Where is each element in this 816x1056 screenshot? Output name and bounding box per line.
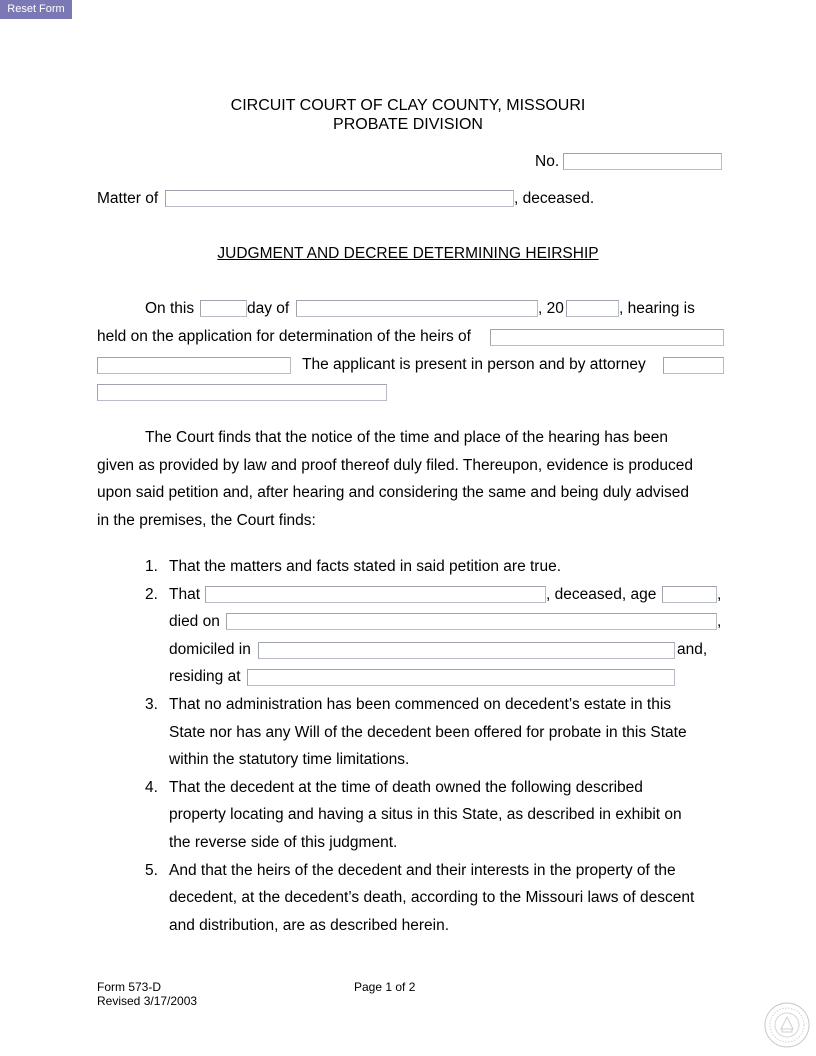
deceased-age-label: , deceased, age (546, 586, 657, 603)
died-on-field[interactable] (226, 613, 717, 630)
hearing-is-label: , hearing is (619, 300, 695, 317)
attorney-field[interactable] (663, 357, 724, 374)
age-input[interactable] (663, 588, 716, 603)
domiciled-in-label: domiciled in (169, 641, 251, 658)
died-on-input[interactable] (227, 615, 716, 630)
decedent-name-field[interactable] (165, 190, 514, 207)
domiciled-in-input[interactable] (259, 644, 674, 659)
finding-2-that-label: That (169, 586, 201, 603)
finding-4-line-1: That the decedent at the time of death owned the following described (169, 779, 643, 796)
form-number: Form 573-D (97, 980, 162, 994)
case-number-field[interactable] (563, 153, 722, 170)
applicant-present-label: The applicant is present in person and by attorney (302, 356, 646, 373)
court-finds-line-1: The Court finds that the notice of the time and place of the hearing has been (145, 429, 669, 446)
day-field[interactable] (200, 300, 247, 317)
day-input[interactable] (201, 302, 246, 317)
heirs-of-field[interactable] (490, 329, 724, 346)
that-name-field[interactable] (205, 586, 546, 603)
residing-at-label: residing at (169, 668, 241, 685)
court-finds-line-4: in the premises, the Court finds: (97, 512, 316, 529)
year-prefix-label: , 20 (538, 300, 564, 317)
died-on-comma: , (717, 613, 722, 630)
year-field[interactable] (566, 300, 619, 317)
finding-4-line-2: property locating and having a situs in this State, as described in exhibit on (169, 806, 682, 823)
month-input[interactable] (297, 302, 537, 317)
that-name-input[interactable] (206, 588, 545, 603)
month-field[interactable] (296, 300, 538, 317)
finding-5-number: 5. (145, 862, 158, 879)
domiciled-in-field[interactable] (258, 642, 675, 659)
decedent-name-input[interactable] (166, 192, 513, 207)
finding-2-number: 2. (145, 586, 158, 603)
heirs-of-input[interactable] (491, 331, 723, 346)
residing-at-field[interactable] (247, 669, 675, 686)
reset-form-button[interactable]: Reset Form (0, 0, 72, 19)
age-field[interactable] (662, 586, 717, 603)
document-title: JUDGMENT AND DECREE DETERMINING HEIRSHIP (217, 245, 599, 262)
finding-3-line-2: State nor has any Will of the decedent been offered for probate in this State (169, 724, 687, 741)
court-seal-icon (764, 1002, 810, 1048)
attorney-continued-input[interactable] (98, 386, 386, 401)
finding-5-line-2: decedent, at the decedent’s death, according to the Missouri laws of descent (169, 889, 695, 906)
finding-3-number: 3. (145, 696, 158, 713)
attorney-input[interactable] (664, 359, 723, 374)
and-label: and, (677, 641, 708, 658)
day-of-label: day of (247, 300, 290, 317)
finding-4-line-3: the reverse side of this judgment. (169, 834, 398, 851)
finding-3-line-3: within the statutory time limitations. (169, 751, 410, 768)
page-number: Page 1 of 2 (354, 980, 416, 994)
died-on-label: died on (169, 613, 220, 630)
finding-1-number: 1. (145, 558, 158, 575)
matter-of-label: Matter of (97, 190, 159, 207)
finding-4-number: 4. (145, 779, 158, 796)
heirs-of-label: held on the application for determination of the heirs of (97, 328, 471, 345)
finding-5-line-3: and distribution, are as described herein. (169, 917, 450, 934)
case-number-input[interactable] (564, 155, 721, 170)
finding-3-line-1: That no administration has been commenced on decedent’s estate in this (169, 696, 672, 713)
case-number-label: No. (535, 153, 560, 170)
deceased-label: , deceased. (514, 190, 595, 207)
attorney-continued-field[interactable] (97, 384, 387, 401)
age-comma: , (717, 586, 722, 603)
court-name: CIRCUIT COURT OF CLAY COUNTY, MISSOURI (230, 97, 586, 114)
heirs-of-continued-field[interactable] (97, 357, 291, 374)
residing-at-input[interactable] (248, 671, 674, 686)
division-name: PROBATE DIVISION (333, 116, 483, 133)
revision-date: Revised 3/17/2003 (97, 994, 198, 1008)
finding-5-line-1: And that the heirs of the decedent and their interests in the property of the (169, 862, 676, 879)
finding-1-text: That the matters and facts stated in said petition are true. (169, 558, 562, 575)
on-this-label: On this (145, 300, 195, 317)
court-finds-line-3: upon said petition and, after hearing and considering the same and being duly advised (97, 484, 689, 501)
year-input[interactable] (567, 302, 618, 317)
court-finds-line-2: given as provided by law and proof thereof duly filed. Thereupon, evidence is produced (97, 457, 693, 474)
heirs-of-continued-input[interactable] (98, 359, 290, 374)
